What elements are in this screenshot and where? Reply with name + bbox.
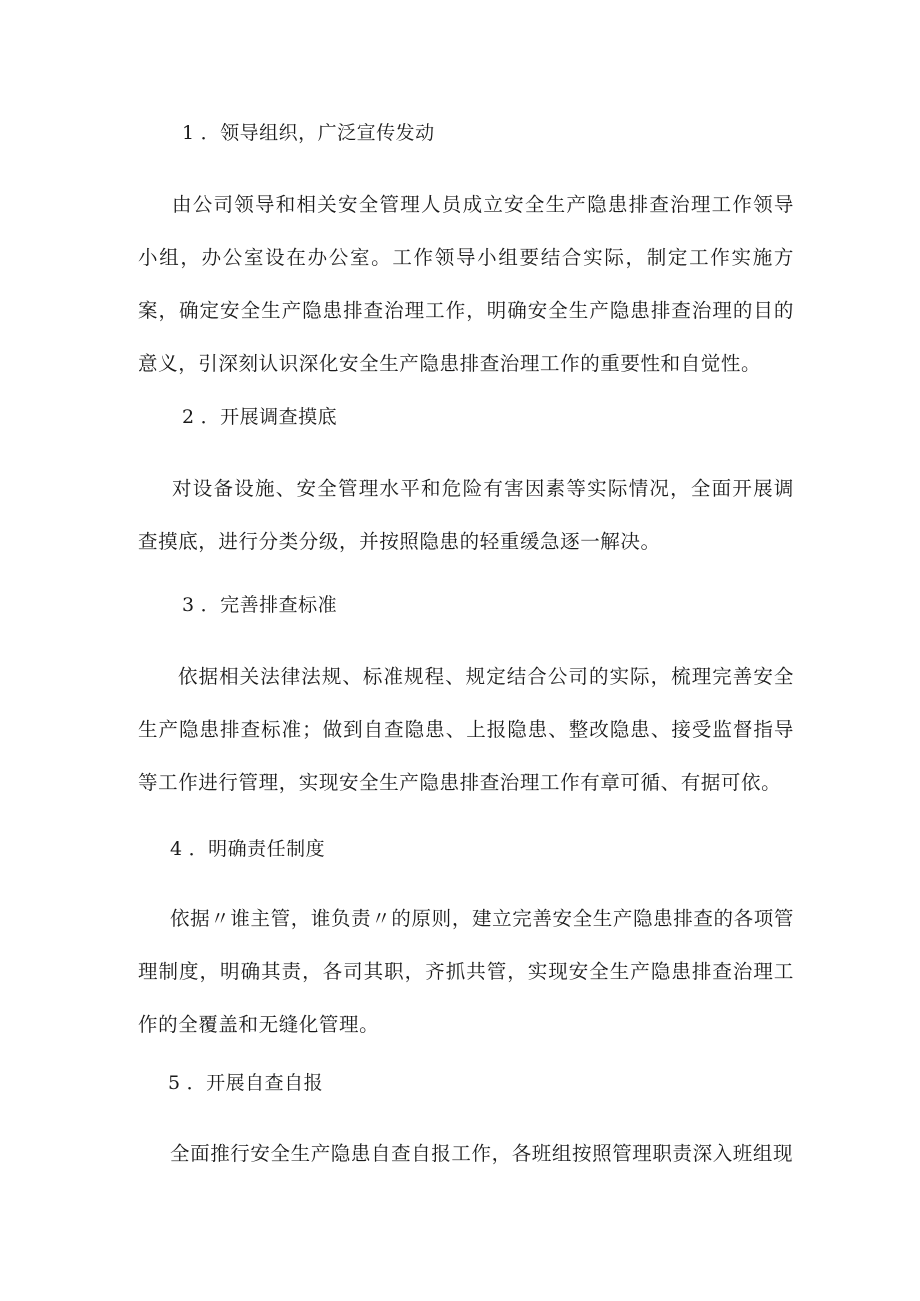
section-5-number: 5 [168, 1072, 181, 1094]
section-2-title: ．开展调查摸底 [200, 406, 338, 428]
section-4-body: 依据〃谁主管，谁负责〃的原则，建立完善安全生产隐患排查的各项管理制度，明确其责，各司其职，齐抓共管，实现安全生产隐患排查治理工作的全覆盖和无缝化管理。 [138, 907, 794, 1036]
section-4-heading [170, 837, 325, 861]
section-2-body: 对设备设施、安全管理水平和危险有害因素等实际情况，全面开展调查摸底，进行分类分级，并按照隐患的轻重缓急逐一解决。 [138, 477, 794, 553]
section-3-heading [182, 593, 337, 617]
section-3-number: 3 [182, 594, 195, 616]
section-1-title: ．领导组织，广泛宣传发动 [200, 122, 435, 144]
section-2-heading [182, 405, 337, 429]
section-1-body: 由公司领导和相关安全管理人员成立安全生产隐患排查治理工作领导小组，办公室设在办公室。工作领导小组要结合实际，制定工作实施方案，确定安全生产隐患排查治理工作，明确安全生产隐患排查治理的目的意义，引深刻认识深化安全生产隐患排查治理工作的重要性和自觉性。 [138, 193, 794, 375]
section-2-number: 2 [182, 406, 195, 428]
section-5-heading [168, 1071, 323, 1095]
section-5-body: 全面推行安全生产隐患自查自报工作，各班组按照管理职责深入班组现 [170, 1142, 794, 1165]
section-1-number: 1 [182, 122, 195, 144]
section-1-heading [182, 121, 435, 145]
section-5-title: ．开展自查自报 [186, 1072, 324, 1094]
section-4-number: 4 [170, 838, 183, 860]
section-3-body: 依据相关法律法规、标准规程、规定结合公司的实际，梳理完善安全生产隐患排查标准；做到自查隐患、上报隐患、整改隐患、接受监督指导等工作进行管理，实现安全生产隐患排查治理工作有章可循、有据可依。 [138, 665, 794, 794]
section-3-title: ．完善排查标准 [200, 594, 338, 616]
section-4-title: ．明确责任制度 [188, 838, 326, 860]
